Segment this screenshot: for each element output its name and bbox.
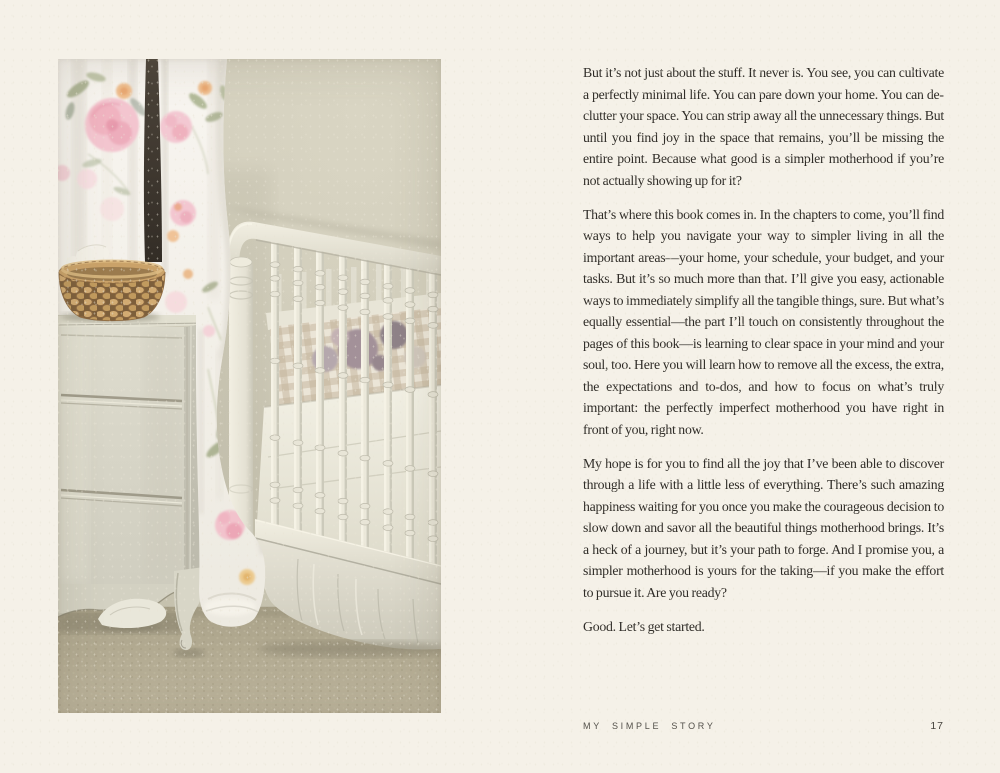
paragraph: Good. Let’s get started. <box>583 618 705 634</box>
paragraph: My hope is for you to find all the joy that I’ve been able to discover through a life with a little less of everything. There’s such amazing happiness waiting for you once you make the courageous decision to slow down and savor all the beautiful things motherhood brings. It’s a heck of a journey, but it’s your path to forge. And I promise you, a simpler motherhood is yours for the taking—if you make the effort to pursue it. Are you ready? <box>583 455 944 600</box>
page-number: 17 <box>930 720 944 732</box>
body-text <box>583 62 944 650</box>
page-footer <box>583 720 944 732</box>
paragraph: But it’s not just about the stuff. It never is. You see, you can cultivate a perfectly minimal life. You can pare down your home. You can declutter your space. You can strip away all the unnecessary things. But until you find joy in the space that remains, you’ll be missing the entire point. Because what good is a simpler motherhood if you’re not actually showing up for it? <box>583 65 944 188</box>
running-title: MY SIMPLE STORY <box>583 721 716 731</box>
nursery-photo <box>58 59 441 713</box>
dresser <box>58 311 210 658</box>
left-page <box>58 59 441 713</box>
paragraph: That’s where this book comes in. In the chapters to come, you’ll find ways to help you navigate your way to simpler living in all the important areas—your home, your schedule, your budget, and your tasks. But it’s so much more than that. I’ll give you easy, actionable ways to immediately simplify all the tangible things, sure. But what’s equally essential—the part I’ll touch on consistently throughout the pages of this book—is learning to clear space in your mind and your soul, too. Here you will learn how to remove all the excess, the extra, the expectations and to-dos, and how to focus on what’s truly important: the perfectly imperfect motherhood you have right in front of you, right now. <box>583 206 944 437</box>
